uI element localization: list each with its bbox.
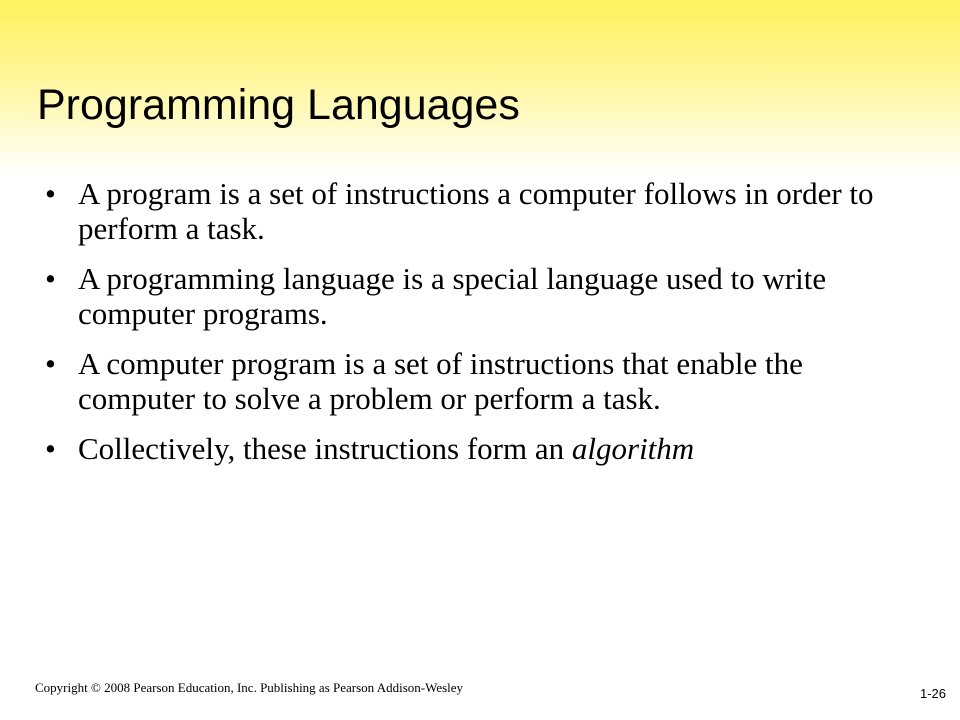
- bullet-item: [45, 261, 905, 331]
- bullet-item: [45, 346, 905, 416]
- bullet-text: A computer program is a set of instructions that enable the computer to solve a problem or perform a task.: [78, 346, 803, 416]
- bullet-list: [45, 176, 905, 481]
- bullet-text: A program is a set of instructions a computer follows in order to perform a task.: [78, 176, 874, 246]
- bullet-marker: •: [45, 261, 56, 296]
- copyright-notice: Copyright © 2008 Pearson Education, Inc. Publishing as Pearson Addison-Wesley: [35, 680, 464, 695]
- bullet-marker: •: [45, 176, 56, 211]
- slide-title: Programming Languages: [37, 81, 520, 129]
- bullet-text: [78, 431, 694, 466]
- bullet-item: [45, 176, 905, 246]
- bullet-item: [45, 431, 905, 466]
- slide-number: 1-26: [919, 686, 946, 701]
- bullet-text: A programming language is a special language used to write computer programs.: [78, 261, 827, 331]
- bullet-marker: •: [45, 346, 56, 381]
- bullet-text-plain: Collectively, these instructions form an: [78, 431, 572, 466]
- bullet-marker: •: [45, 431, 56, 466]
- emphasized-term: algorithm: [571, 431, 695, 466]
